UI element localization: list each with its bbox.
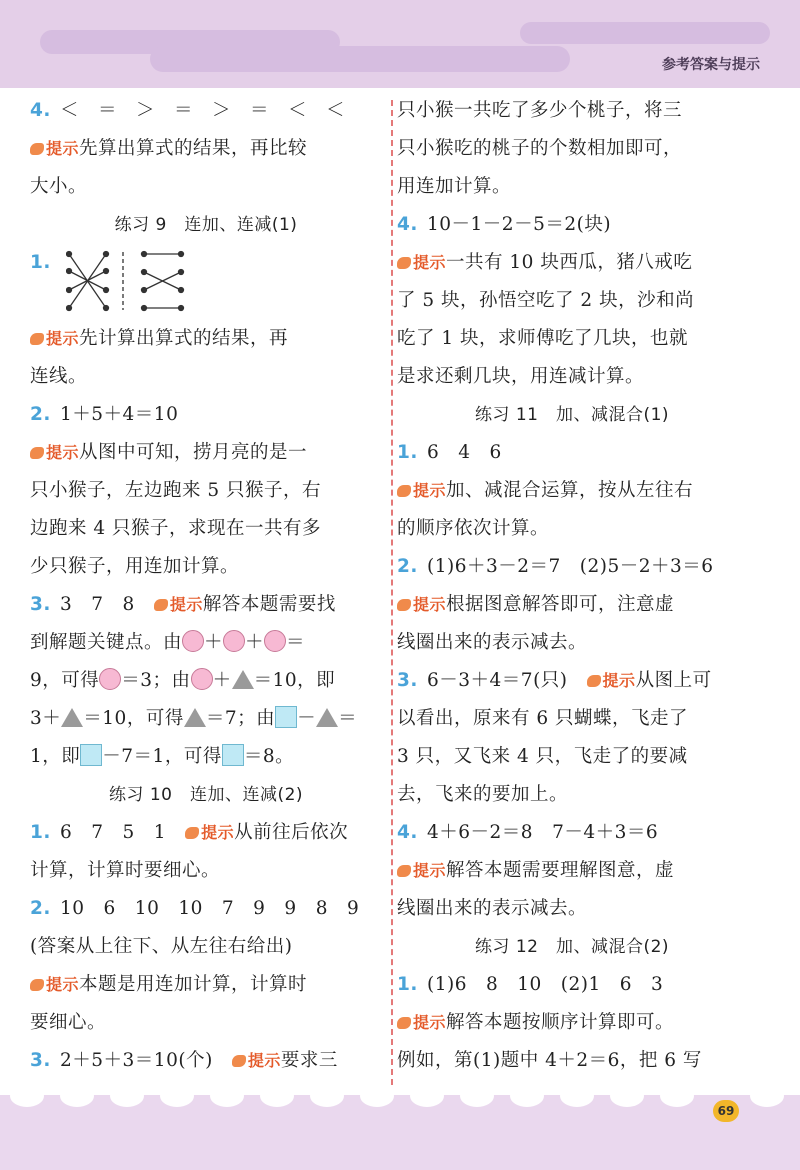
hint-line: 吃了 1 块，求师傅吃了几块，也就 xyxy=(397,328,689,349)
footer-wave xyxy=(60,1085,94,1107)
right-column xyxy=(397,92,747,1080)
header-band xyxy=(0,0,800,88)
hint-icon xyxy=(397,1017,411,1029)
hint-icon xyxy=(185,827,199,839)
answer-11-3 xyxy=(397,662,747,700)
hint-line: 3 只，又飞来 4 只，飞走了的要减 xyxy=(397,746,688,767)
hint-line: 连线。 xyxy=(30,366,88,387)
hint-line: 了 5 块，孙悟空吃了 2 块，沙和尚 xyxy=(397,290,695,311)
question-number: 1. xyxy=(397,442,418,463)
header-decoration xyxy=(150,46,570,72)
hint-line: 是求还剩几块，用连减计算。 xyxy=(397,366,645,387)
answer-12-1 xyxy=(397,966,747,1004)
footer-wave xyxy=(660,1085,694,1107)
triangle-shape xyxy=(232,670,254,689)
answer-note: (答案从上往下、从左往右给出) xyxy=(30,936,293,957)
answer-text: 4＋6－2＝8 7－4＋3＝6 xyxy=(427,822,659,843)
hint-icon xyxy=(397,865,411,877)
hint-line: 要细心。 xyxy=(30,1012,107,1033)
answer-4 xyxy=(30,92,382,130)
footer-wave xyxy=(510,1085,544,1107)
hint-line: 以看出，原来有 6 只蝴蝶，飞走了 xyxy=(397,708,689,729)
footer-wave xyxy=(260,1085,294,1107)
hint-line: 少只猴子，用连加计算。 xyxy=(30,556,240,577)
footer-wave xyxy=(560,1085,594,1107)
answer-text: 6 4 6 xyxy=(427,442,502,463)
hint-label: 提示 xyxy=(154,595,203,614)
hint-line: 线圈出来的表示减去。 xyxy=(397,898,588,919)
answer-10-3 xyxy=(30,1042,382,1080)
square-shape xyxy=(80,744,102,766)
answer-11-2 xyxy=(397,548,747,586)
answer-text: 10 6 10 10 7 9 9 8 9 xyxy=(60,898,360,919)
triangle-shape xyxy=(61,708,83,727)
answer-text: 6－3＋4＝7(只) xyxy=(427,670,568,691)
answer-11-1 xyxy=(397,434,747,472)
footer-wave xyxy=(10,1085,44,1107)
hint-line xyxy=(397,472,747,510)
answer-text: 10－1－2－5＝2(块) xyxy=(427,214,612,235)
hint-icon xyxy=(154,599,168,611)
hint-line xyxy=(397,586,747,624)
answer-text: (1)6 8 10 (2)1 6 3 xyxy=(427,974,664,995)
hint-line: 只小猴吃的桃子的个数相加即可， xyxy=(397,138,683,159)
answer-text: 3 7 8 xyxy=(60,594,135,615)
hint-line: 3＋ ＝10，可得 ＝7；由 － ＝ xyxy=(30,708,358,729)
question-number: 4. xyxy=(30,100,51,121)
hint-text: 一共有 10 块西瓜，猪八戒吃 xyxy=(446,252,693,273)
hint-icon xyxy=(30,143,44,155)
hint-line xyxy=(30,434,382,472)
section-title-10: 练习 10 连加、连减(2) xyxy=(108,785,304,805)
question-number: 2. xyxy=(30,898,51,919)
answer-text: (1)6＋3－2＝7 (2)5－2＋3＝6 xyxy=(427,556,714,577)
hint-text: 要求三 xyxy=(280,1050,338,1071)
hint-label: 提示 xyxy=(397,595,446,614)
hint-text: 解答本题按顺序计算即可。 xyxy=(446,1012,675,1033)
hint-text: 解答本题需要找 xyxy=(202,594,336,615)
hint-line xyxy=(30,130,382,168)
page-number: 69 xyxy=(713,1100,739,1122)
hint-line xyxy=(397,244,747,282)
square-shape xyxy=(275,706,297,728)
hint-line: 9，可得 ＝3；由 ＋ ＝10，即 xyxy=(30,670,336,691)
question-number: 2. xyxy=(397,556,418,577)
hint-icon xyxy=(397,599,411,611)
hint-icon xyxy=(587,675,601,687)
triangle-shape xyxy=(184,708,206,727)
hint-line: 线圈出来的表示减去。 xyxy=(397,632,588,653)
question-number: 1. xyxy=(30,252,51,273)
hint-icon xyxy=(30,979,44,991)
hint-text: 根据图意解答即可，注意虚 xyxy=(446,594,675,615)
answer-11-4 xyxy=(397,814,747,852)
footer-wave xyxy=(310,1085,344,1107)
hint-label: 提示 xyxy=(232,1051,281,1070)
footer-wave xyxy=(750,1085,784,1107)
hint-icon xyxy=(397,257,411,269)
hint-icon xyxy=(397,485,411,497)
hint-line xyxy=(397,1004,747,1042)
footer-wave xyxy=(360,1085,394,1107)
question-number: 4. xyxy=(397,822,418,843)
question-number: 1. xyxy=(397,974,418,995)
hint-line: 的顺序依次计算。 xyxy=(397,518,550,539)
hint-line: 只小猴子，左边跑来 5 只猴子，右 xyxy=(30,480,322,501)
answer-9-2 xyxy=(30,396,382,434)
hint-label: 提示 xyxy=(30,329,79,348)
header-label: 参考答案与提示 xyxy=(662,57,760,73)
circle-shape xyxy=(191,668,213,690)
hint-label: 提示 xyxy=(185,823,234,842)
question-number: 3. xyxy=(30,594,51,615)
hint-line: 只小猴一共吃了多少个桃子，将三 xyxy=(397,100,683,121)
question-number: 2. xyxy=(30,404,51,425)
hint-line xyxy=(30,320,382,358)
hint-line: 去，飞来的要加上。 xyxy=(397,784,569,805)
answer-10-1 xyxy=(30,814,382,852)
question-number: 4. xyxy=(397,214,418,235)
hint-label: 提示 xyxy=(397,253,446,272)
square-shape xyxy=(222,744,244,766)
footer-wave xyxy=(110,1085,144,1107)
section-title-12: 练习 12 加、减混合(2) xyxy=(474,937,670,957)
answer-10-2 xyxy=(30,890,382,928)
hint-text: 解答本题需要理解图意，虚 xyxy=(446,860,675,881)
hint-line: 到解题关键点。由 ＋ ＋ ＝ xyxy=(30,632,306,653)
hint-text: 先计算出算式的结果，再 xyxy=(79,328,289,349)
hint-text: 先算出算式的结果，再比较 xyxy=(79,138,308,159)
hint-line: 例如，第(1)题中 4＋2＝6，把 6 写 xyxy=(397,1050,702,1071)
footer-wave xyxy=(460,1085,494,1107)
answer-9-1 xyxy=(30,244,382,320)
hint-text: 从前往后依次 xyxy=(234,822,349,843)
answer-text: ＜ ＝ ＞ ＝ ＞ ＝ ＜ ＜ xyxy=(60,100,346,121)
footer-wave xyxy=(160,1085,194,1107)
hint-line xyxy=(397,852,747,890)
footer-band xyxy=(0,1095,800,1170)
matching-lines-figure xyxy=(66,250,196,312)
answer-text: 1＋5＋4＝10 xyxy=(60,404,179,425)
circle-shape xyxy=(99,668,121,690)
circle-shape xyxy=(264,630,286,652)
hint-line: 计算，计算时要细心。 xyxy=(30,860,221,881)
answer-text: 2＋5＋3＝10(个) xyxy=(60,1050,213,1071)
hint-text: 本题是用连加计算，计算时 xyxy=(79,974,308,995)
hint-icon xyxy=(232,1055,246,1067)
hint-text: 从图上可 xyxy=(635,670,712,691)
hint-label: 提示 xyxy=(397,481,446,500)
left-column xyxy=(30,92,382,1080)
footer-wave xyxy=(610,1085,644,1107)
question-number: 3. xyxy=(30,1050,51,1071)
hint-label: 提示 xyxy=(30,139,79,158)
section-title-9: 练习 9 连加、连减(1) xyxy=(114,215,298,235)
hint-label: 提示 xyxy=(397,1013,446,1032)
hint-text: 从图中可知，捞月亮的是一 xyxy=(79,442,308,463)
header-decoration xyxy=(520,22,770,44)
answer-9-3 xyxy=(30,586,382,624)
hint-label: 提示 xyxy=(397,861,446,880)
hint-icon xyxy=(30,447,44,459)
question-number: 1. xyxy=(30,822,51,843)
circle-shape xyxy=(182,630,204,652)
footer-wave xyxy=(410,1085,444,1107)
hint-line xyxy=(30,966,382,1004)
hint-label: 提示 xyxy=(30,443,79,462)
footer-wave xyxy=(210,1085,244,1107)
hint-text: 加、减混合运算，按从左往右 xyxy=(446,480,694,501)
triangle-shape xyxy=(316,708,338,727)
hint-icon xyxy=(30,333,44,345)
hint-line: 边跑来 4 只猴子，求现在一共有多 xyxy=(30,518,322,539)
circle-shape xyxy=(223,630,245,652)
hint-line: 1，即 －7＝1，可得 ＝8。 xyxy=(30,746,295,767)
hint-line: 大小。 xyxy=(30,176,88,197)
hint-label: 提示 xyxy=(30,975,79,994)
section-title-11: 练习 11 加、减混合(1) xyxy=(474,405,670,425)
hint-label: 提示 xyxy=(587,671,636,690)
question-number: 3. xyxy=(397,670,418,691)
column-divider xyxy=(391,100,393,1085)
answer-10-4 xyxy=(397,206,747,244)
answer-text: 6 7 5 1 xyxy=(60,822,167,843)
hint-line: 用连加计算。 xyxy=(397,176,512,197)
